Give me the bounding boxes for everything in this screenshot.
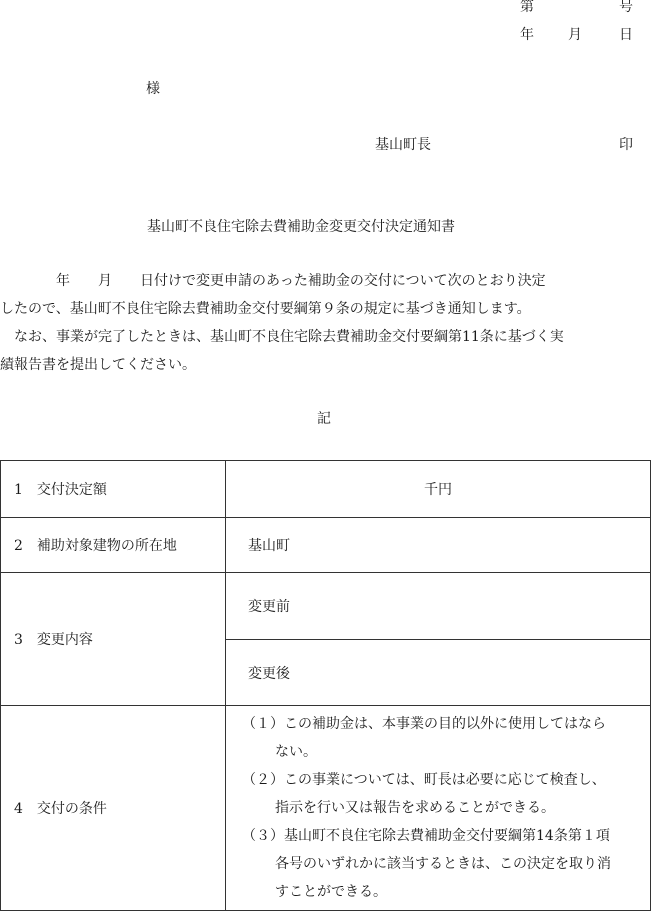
document-title: 基山町不良住宅除去費補助金変更交付決定通知書 (147, 219, 455, 235)
condition-continuation: すことができる。 (275, 884, 387, 900)
table-row (1, 573, 651, 640)
condition-item: （１）この補助金は、本事業の目的以外に使用してはなら (242, 716, 606, 732)
body-line: 績報告書を提出してください。 (0, 357, 196, 373)
grant-amount-label: 1 交付決定額 (1, 461, 226, 518)
ki-heading: 記 (317, 411, 331, 427)
condition-continuation: 指示を行い又は報告を求めることができる。 (275, 800, 555, 816)
condition-item: （２）この事業については、町長は必要に応じて検査し、 (242, 772, 606, 788)
table-row (1, 706, 651, 911)
condition-continuation: 各号のいずれかに該当するときは、この決定を取り消 (275, 856, 611, 872)
date-year-label: 年 (520, 27, 534, 43)
issuer-name: 基山町長 (375, 137, 431, 153)
condition-item: （３）基山町不良住宅除去費補助金交付要綱第14条第１項 (242, 828, 610, 844)
number-suffix: 号 (619, 0, 633, 15)
number-label: 第 (520, 0, 534, 15)
change-after-label: 変更後 (226, 640, 651, 706)
location-label: 2 補助対象建物の所在地 (1, 518, 226, 573)
conditions-label: 4 交付の条件 (1, 706, 226, 911)
seal-mark: 印 (619, 137, 633, 153)
change-before-label: 変更前 (226, 573, 651, 640)
grant-amount-value: 千円 (226, 461, 651, 518)
date-day-label: 日 (619, 27, 633, 43)
record-table (0, 460, 651, 911)
body-paragraph (0, 267, 651, 379)
table-row (1, 518, 651, 573)
date-month-label: 月 (568, 27, 582, 43)
body-line: なお、事業が完了したときは、基山町不良住宅除去費補助金交付要綱第11条に基づく実 (0, 329, 564, 345)
addressee-suffix: 様 (146, 81, 160, 97)
body-line: したので、基山町不良住宅除去費補助金交付要綱第９条の規定に基づき通知します。 (0, 301, 531, 317)
table-row (1, 461, 651, 518)
condition-continuation: ない。 (275, 744, 317, 760)
location-value: 基山町 (226, 518, 651, 573)
body-line: 年 月 日付けで変更申請のあった補助金の交付について次のとおり決定 (0, 273, 546, 289)
change-content-label: 3 変更内容 (1, 573, 226, 706)
conditions-cell (226, 706, 651, 911)
